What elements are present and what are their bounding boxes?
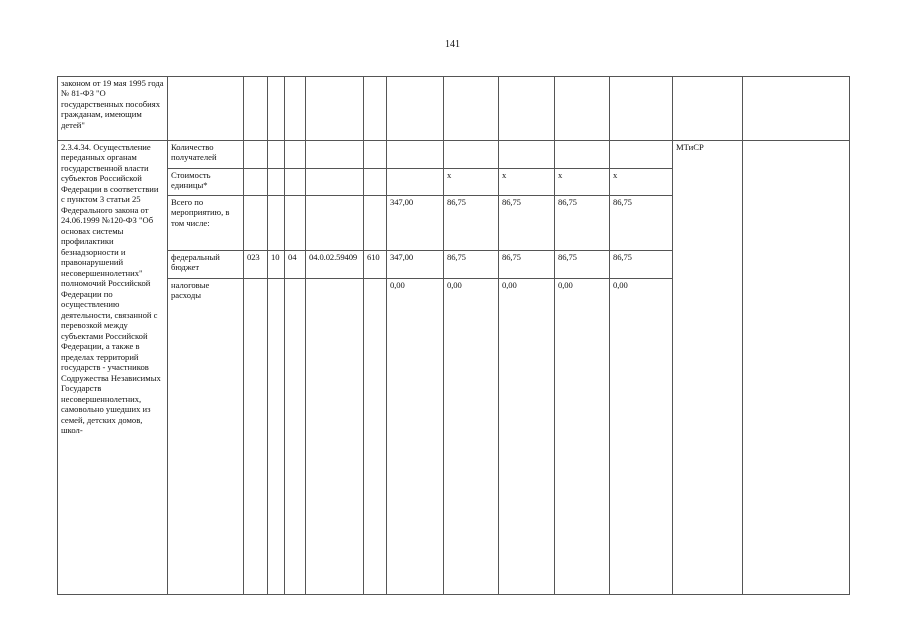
- tax-year4: 0,00: [610, 279, 673, 595]
- table-row: [58, 77, 850, 141]
- total-year2: 86,75: [499, 196, 555, 251]
- total-year4: 86,75: [610, 196, 673, 251]
- budget-table: [57, 76, 850, 595]
- unit-cost-label: Стоимость единицы*: [168, 169, 244, 196]
- total-label: Всего по мероприятию, в том числе:: [168, 196, 244, 251]
- federal-sum: 347,00: [387, 251, 444, 279]
- recipients-label: Количество получателей: [168, 141, 244, 169]
- previous-item-text: законом от 19 мая 1995 года № 81-ФЗ "О государственных пособиях гражданам, имеющим детей": [58, 77, 168, 141]
- federal-year3: 86,75: [555, 251, 610, 279]
- grbs-code: 023: [244, 251, 268, 279]
- section-code: 10: [268, 251, 285, 279]
- table-row: [58, 141, 850, 169]
- unit-cost-x4: х: [610, 169, 673, 196]
- tax-expenses-label: налоговые расходы: [168, 279, 244, 595]
- tax-sum: 0,00: [387, 279, 444, 595]
- tax-year3: 0,00: [555, 279, 610, 595]
- federal-year4: 86,75: [610, 251, 673, 279]
- executor-cell: МТиСР: [673, 141, 743, 595]
- unit-cost-x3: х: [555, 169, 610, 196]
- unit-cost-x1: х: [444, 169, 499, 196]
- total-year1: 86,75: [444, 196, 499, 251]
- expense-type-code: 610: [364, 251, 387, 279]
- total-year3: 86,75: [555, 196, 610, 251]
- total-sum: 347,00: [387, 196, 444, 251]
- target-article-code: 04.0.02.59409: [306, 251, 364, 279]
- tax-year1: 0,00: [444, 279, 499, 595]
- federal-budget-label: федеральный бюджет: [168, 251, 244, 279]
- unit-cost-x2: х: [499, 169, 555, 196]
- measure-text: 2.3.4.34. Осуществление переданных органам государственной власти субъектов Российской Федерации в соответствии с пунктом 3 статьи 25 Федерального закона от 24.06.1999 №120-ФЗ "Об основах системы профилактики безнадзорности и правонарушений несовершеннолетних" полномочий Российской Федерации по осуществлению деятельности, связанной с перевозкой между субъектами Российской Федерации, а также в пределах территорий государств - участников Содружества Независимых Государств несовершеннолетних, самовольно ушедших из семей, детских домов, школ-: [58, 141, 168, 595]
- subsection-code: 04: [285, 251, 306, 279]
- federal-year2: 86,75: [499, 251, 555, 279]
- federal-year1: 86,75: [444, 251, 499, 279]
- page-number: 141: [445, 39, 460, 50]
- tax-year2: 0,00: [499, 279, 555, 595]
